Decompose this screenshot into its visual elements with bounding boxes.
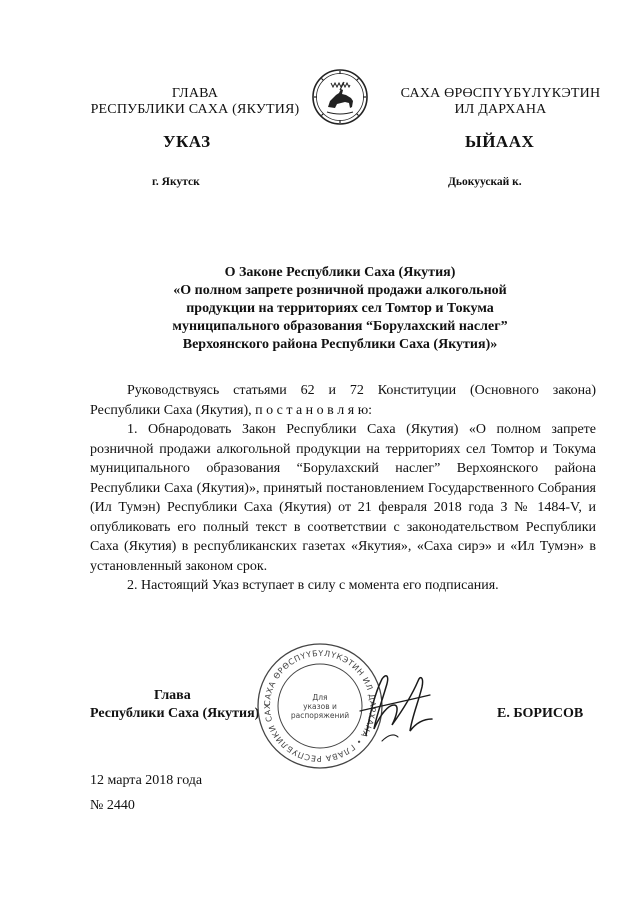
intro-paragraph: Руководствуясь статьями 62 и 72 Конституции (Основного закона) Республики Саха (Якутия), п о с т а н о в л я ю: [90,383,596,418]
doc-type-sah: ЫЙААХ [465,132,535,151]
doc-type-ru: УКАЗ [163,132,211,151]
handwritten-signature [352,665,442,750]
stamp-center-line2: указов и [303,702,337,711]
title-line-3: продукции на территориях сел Томтор и Токума [186,301,494,316]
stamp-center-line3: распоряжений [290,711,350,720]
header-right-line2: ИЛ ДАРХАНА [454,102,547,117]
stamp-center-line1: Для [312,693,328,702]
coat-of-arms-emblem [311,68,369,126]
signature-position-line2: Республики Саха (Якутия) [90,706,260,721]
stamp-ring-text: САХА ӨРӨСПҮҮБҮЛҮКЭТИН ИЛ ДАРХАНА • ГЛАВА РЕСПУБЛИКИ САХ [262,648,378,764]
city-ru: г. Якутск [152,176,200,188]
title-line-5: Верхоянского района Республики Саха (Якутия)» [182,337,498,352]
document-number: № 2440 [90,798,135,813]
title-line-4: муниципального образования “Борулахский наслег” [172,319,508,334]
item-1-paragraph: 1. Обнародовать Закон Республики Саха (Якутия) «О полном запрете розничной продажи алкогольной продукции на территориях сел Томтор и Токума муниципального образования “Борулахский наслег” Верхоянского района Республики Саха (Якутия)», принятый постановлением Государственного Собрания (Ил Тумэн) Республики Саха (Якутия) от 21 февраля 2018 года З № 1484-V, и опубликовать его полный текст в соответствии с законодательством Республики Саха (Якутия) в республиканских газетах «Якутия», «Саха сирэ» и «Ил Тумэн» в установленный законом срок. [90,422,596,574]
title-line-1: О Законе Республики Саха (Якутия) [224,265,456,280]
document-body [90,381,596,596]
header-left-line1: ГЛАВА [171,86,219,101]
item-2-paragraph: 2. Настоящий Указ вступает в силу с момента его подписания. [127,578,499,593]
signature-position-line1: Глава [154,688,191,703]
city-sah: Дьокуускай к. [448,176,522,188]
header-right [378,86,623,118]
signatory-name: Е. БОРИСОВ [497,706,584,721]
title-line-2: «О полном запрете розничной продажи алкогольной [173,283,507,298]
header-left [70,86,320,118]
document-title [140,264,540,354]
header-left-line2: РЕСПУБЛИКИ САХА (ЯКУТИЯ) [90,102,300,117]
header-right-line1: САХА ӨРӨСПҮҮБҮЛҮКЭТИН [400,86,601,101]
document-date: 12 марта 2018 года [90,773,203,788]
